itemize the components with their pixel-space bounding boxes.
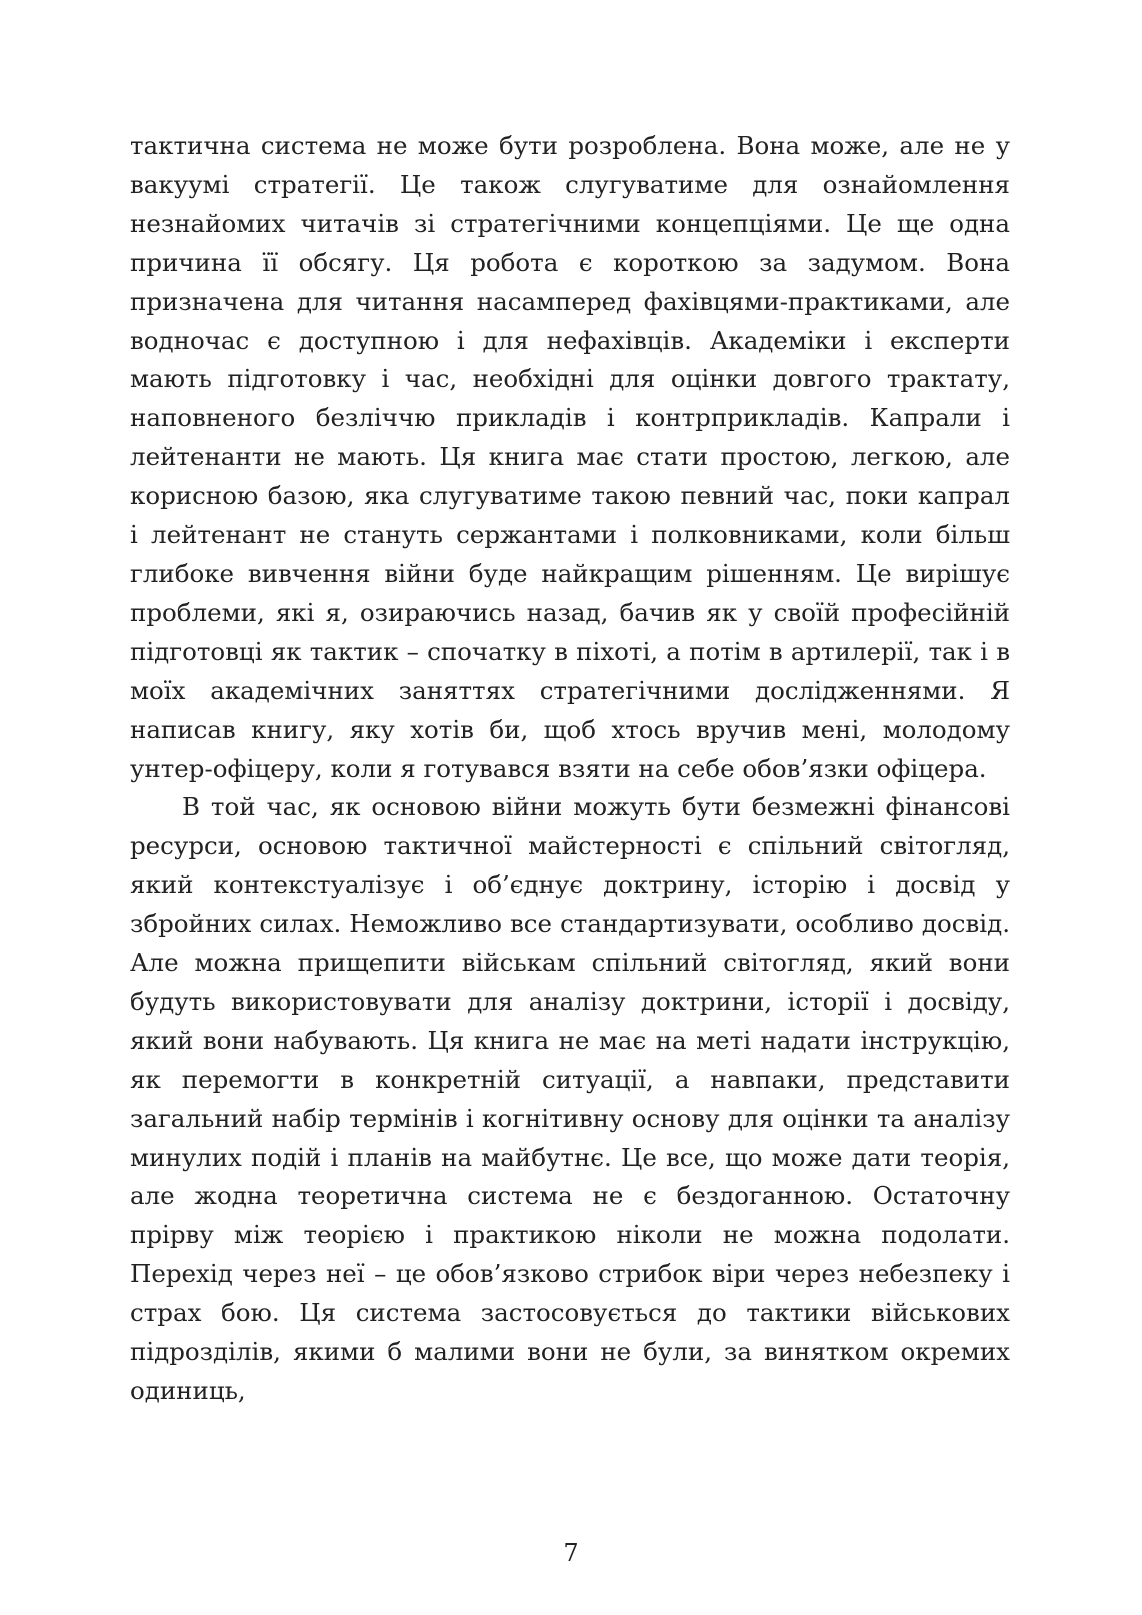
body-text — [130, 127, 1010, 1411]
paragraph: В той час, як основою війни можуть бути безмежні фінансові ресурси, основою тактичної майстерності є спільний світогляд, який контекстуалізує і об’єднує доктрину, історію і досвід у збройних силах. Неможливо все стандартизувати, особливо досвід. Але можна прищепити військам спільний світогляд, який вони будуть використовувати для аналізу доктрини, історії і досвіду, який вони набувають. Ця книга не має на меті надати інструкцію, як перемогти в конкретній ситуації, а навпаки, представити загальний набір термінів і когнітивну основу для оцінки та аналізу минулих подій і планів на майбутнє. Це все, що може дати теорія, але жодна теоретична система не є бездоганною. Остаточну прірву між теорією і практикою ніколи не можна подолати. Перехід через неї – це обов’язково стрибок віри через небезпеку і страх бою. Ця система застосовується до тактики військових підрозділів, якими б малими вони не були, за винятком окремих одиниць, — [130, 792, 1010, 1405]
paragraph-continuation: тактична система не може бути розроблена. Вона може, але не у вакуумі стратегії. Це також слугуватиме для ознайомлення незнайомих читачів зі стратегічними концепціями. Це ще одна причина її обсягу. Ця робота є короткою за задумом. Вона призначена для читання насамперед фахівцями-практиками, але водночас є доступною і для нефахівців. Академіки і експерти мають підготовку і час, необхідні для оцінки довгого трактату, наповненого безліччю прикладів і контрприкладів. Капрали і лейтенанти не мають. Ця книга має стати простою, легкою, але корисною базою, яка слугуватиме такою певний час, поки капрал і лейтенант не стануть сержантами і полковниками, коли більш глибоке вивчення війни буде найкращим рішенням. Це вирішує проблеми, які я, озираючись назад, бачив як у своїй професійній підготовці як тактик – спочатку в піхоті, а потім в артилерії, так і в моїх академічних заняттях стратегічними дослідженнями. Я написав книгу, яку хотів би, щоб хтось вручив мені, молодому унтер-офіцеру, коли я готувався взяти на себе обов’язки офіцера. — [130, 131, 1010, 783]
page-number: 7 — [563, 1539, 579, 1567]
